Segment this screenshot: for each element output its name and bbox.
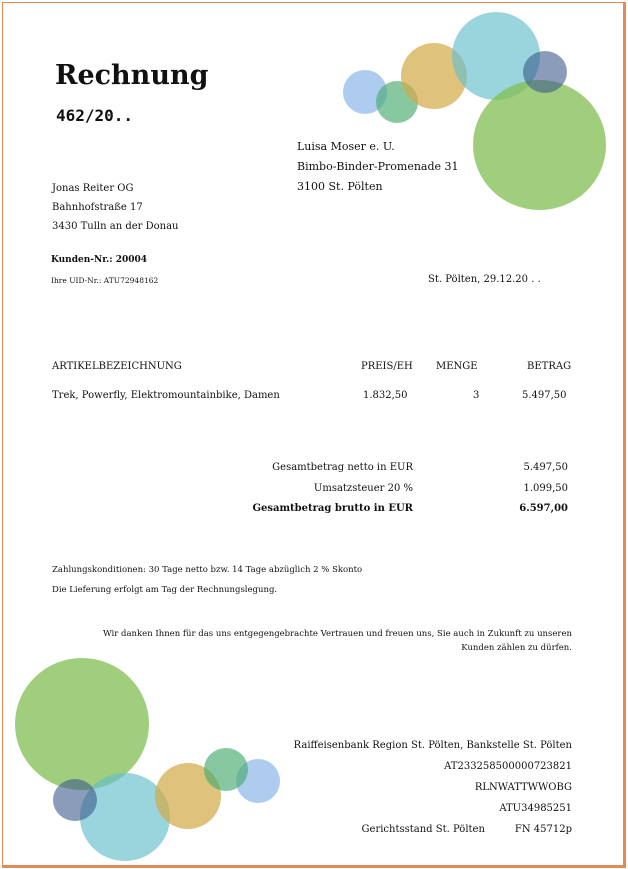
col-header-price: PREIS/EH: [361, 361, 413, 372]
cell-qty: 3: [473, 390, 480, 401]
thanks-line: Kunden zählen zu dürfen.: [461, 643, 572, 653]
footer-bank: [294, 735, 572, 840]
recipient-line: Bahnhofstraße 17: [52, 202, 143, 213]
thank-you-note: [103, 627, 572, 655]
court: Gerichtsstand St. Pölten: [361, 824, 485, 835]
col-header-qty: MENGE: [436, 361, 478, 372]
recipient-line: 3430 Tulln an der Donau: [52, 221, 179, 232]
decor-circle: [523, 51, 567, 93]
invoice-number: 462/20..: [56, 106, 134, 125]
company-register: FN 45712p: [514, 824, 572, 835]
decor-circle: [53, 779, 97, 821]
sender-line: Bimbo-Binder-Promenade 31: [297, 160, 459, 173]
bank-name: Raiffeisenbank Region St. Pölten, Bankstelle St. Pölten: [293, 740, 572, 751]
sender-line: Luisa Moser e. U.: [297, 140, 395, 153]
recipient-address: [52, 179, 179, 236]
iban: AT233258500000723821: [444, 761, 572, 772]
decor-circle: [15, 658, 149, 790]
col-header-amount: BETRAG: [527, 361, 572, 372]
recipient-line: Jonas Reiter OG: [52, 183, 134, 194]
page-title: Rechnung: [55, 60, 209, 91]
cell-article: Trek, Powerfly, Elektromountainbike, Damen: [52, 390, 280, 401]
payment-terms: [52, 560, 362, 600]
company-uid: ATU34985251: [499, 803, 572, 814]
total-label-gross: Gesamtbetrag brutto in EUR: [252, 503, 413, 514]
cell-amount: 5.497,50: [522, 390, 567, 401]
court-line: [294, 819, 572, 840]
terms-line: Die Lieferung erfolgt am Tag der Rechnungslegung.: [52, 585, 278, 595]
total-value-gross: 6.597,00: [519, 503, 568, 514]
total-label-vat: Umsatzsteuer 20 %: [313, 483, 413, 494]
total-value-net: 5.497,50: [523, 462, 568, 473]
decor-circle: [473, 80, 606, 210]
col-header-article: ARTIKELBEZEICHNUNG: [52, 361, 182, 372]
place-date: St. Pölten, 29.12.20 . .: [428, 274, 541, 285]
customer-number: Kunden-Nr.: 20004: [51, 255, 148, 265]
terms-line: Zahlungskonditionen: 30 Tage netto bzw. 14 Tage abzüglich 2 % Skonto: [52, 565, 363, 575]
thanks-line: Wir danken Ihnen für das uns entgegengebrachte Vertrauen und freuen uns, Sie auch in Zukunft zu unseren: [102, 629, 572, 639]
sender-address: [297, 137, 459, 197]
decor-circle: [204, 748, 248, 791]
sender-line: 3100 St. Pölten: [297, 180, 383, 193]
cell-price: 1.832,50: [363, 390, 408, 401]
total-label-net: Gesamtbetrag netto in EUR: [272, 462, 413, 473]
total-value-vat: 1.099,50: [523, 483, 568, 494]
bic: RLNWATTWWOBG: [474, 782, 572, 793]
customer-uid: Ihre UID-Nr.: ATU72948162: [51, 276, 159, 285]
